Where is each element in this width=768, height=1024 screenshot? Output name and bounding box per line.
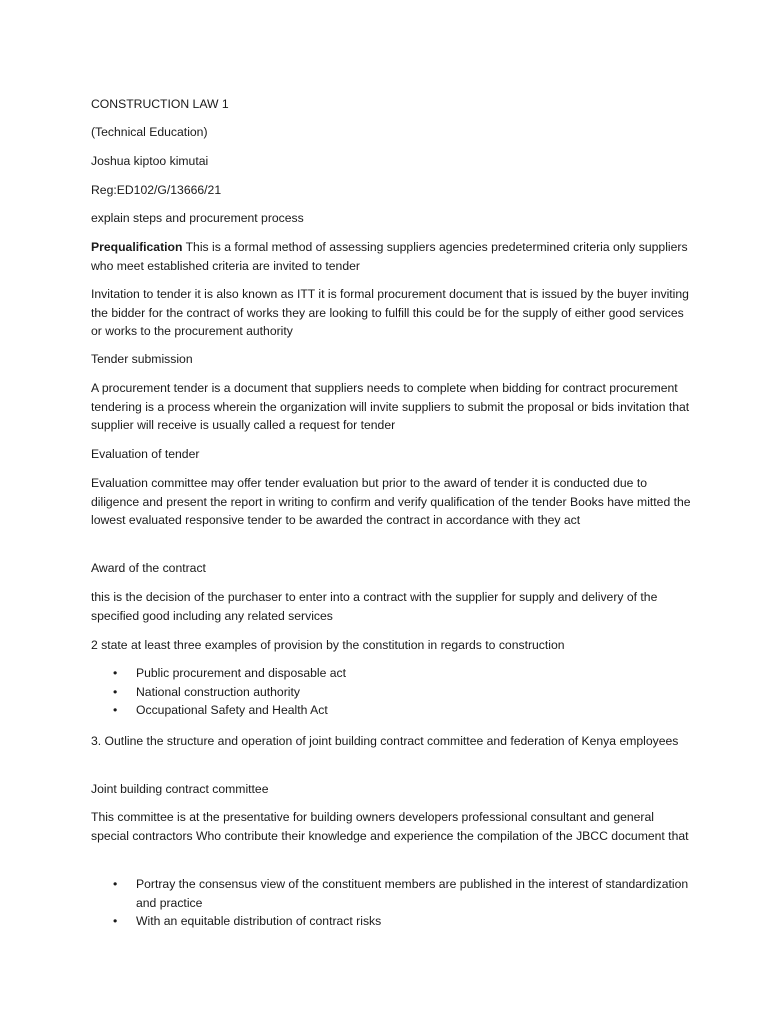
student-name: Joshua kiptoo kimutai [91,154,209,168]
constitution-provisions-list [91,664,691,720]
list-item: • National construction authority [91,683,691,702]
registration-number: Reg:ED102/G/13666/21 [91,183,222,197]
award-text: this is the decision of the purchaser to enter into a contract with the supplier for supply and delivery of the specified good including any related services [91,590,658,623]
list-item: • Occupational Safety and Health Act [91,701,691,720]
jbcc-text: This committee is at the presentative for building owners developers professional consultant and general special contractors Who contribute their knowledge and experience the compilation of the JBCC document that [91,810,689,843]
question-2: 2 state at least three examples of provision by the constitution in regards to construction [91,638,565,652]
tender-submission-text: A procurement tender is a document that suppliers needs to complete when bidding for contract procurement tendering is a process wherein the organization will invite suppliers to submit the proposal or bids invitation that supplier will receive is usually called a request for tender [91,381,690,433]
invitation-paragraph: Invitation to tender it is also known as ITT it is formal procurement document that is issued by the buyer inviting the bidder for the contract of works they are looking to fulfill this could be for the supply of either good services or works to the procurement authority [91,287,689,339]
jbcc-list [91,875,691,931]
evaluation-heading: Evaluation of tender [91,447,200,461]
evaluation-text: Evaluation committee may offer tender evaluation but prior to the award of tender it is conducted due to diligence and present the report in writing to confirm and verify qualification of the tender Books have mitted the lowest evaluated responsive tender to be awarded the contract in accordance with they act [91,476,691,528]
program-name: (Technical Education) [91,125,208,139]
prequalification-paragraph [91,238,691,275]
prequalification-text: This is a formal method of assessing suppliers agencies predetermined criteria only suppliers who meet established criteria are invited to tender [91,240,688,273]
prequalification-term: Prequalification [91,240,183,254]
list-item: • With an equitable distribution of contract risks [91,912,691,931]
jbcc-heading: Joint building contract committee [91,782,269,796]
course-title: CONSTRUCTION LAW 1 [91,97,229,111]
tender-submission-heading: Tender submission [91,352,193,366]
list-item: • Public procurement and disposable act [91,664,691,683]
question-1: explain steps and procurement process [91,211,304,225]
question-3: 3. Outline the structure and operation of joint building contract committee and federation of Kenya employees [91,734,679,748]
award-heading: Award of the contract [91,561,206,575]
list-item: • Portray the consensus view of the constituent members are published in the interest of standardization and practice [91,875,691,912]
